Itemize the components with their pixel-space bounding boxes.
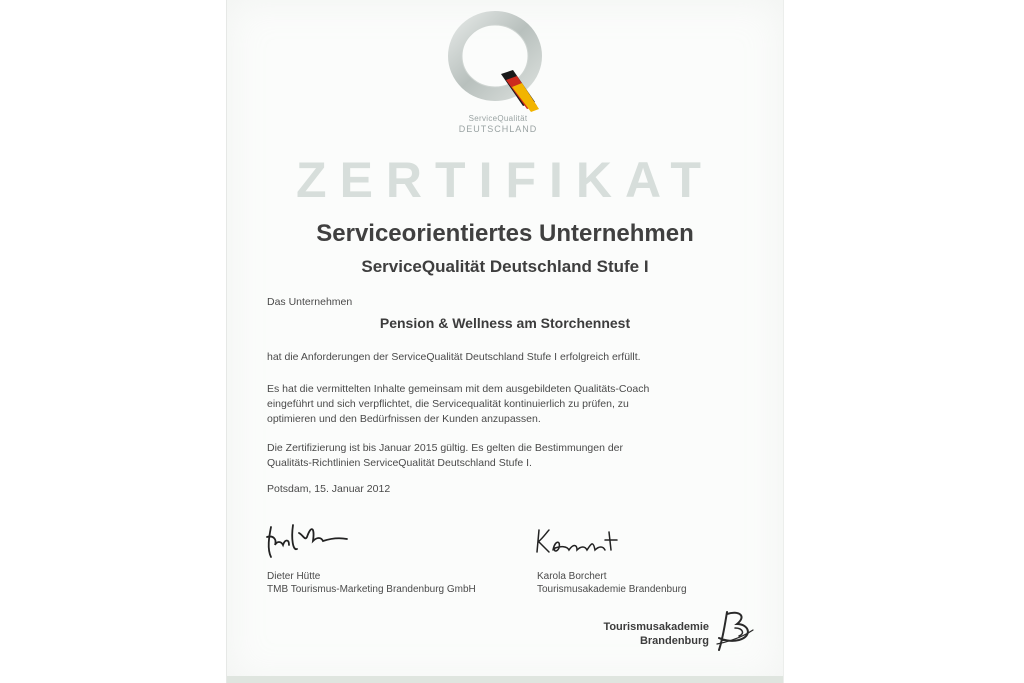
logo-subline-servicequalitaet: ServiceQualität — [468, 114, 528, 123]
paragraph-coach — [267, 382, 757, 427]
place-and-date: Potsdam, 15. Januar 2012 — [267, 483, 391, 495]
certificate-title: Serviceorientiertes Unternehmen — [316, 220, 694, 247]
signer-left — [267, 570, 476, 596]
signature-dieter-huette — [263, 515, 373, 565]
logo-line: Tourismusakademie — [603, 621, 709, 633]
tourismusakademie-logo-text — [603, 620, 709, 648]
signer-name: Karola Borchert — [537, 571, 607, 582]
paragraph-requirements: hat die Anforderungen der ServiceQualität Deutschland Stufe I erfolgreich erfüllt. — [267, 351, 641, 363]
intro-text: Das Unternehmen — [267, 296, 353, 308]
certificate-page — [226, 0, 784, 683]
paragraph-validity-line: Die Zertifizierung ist bis Januar 2015 gültig. Es gelten die Bestimmungen der — [267, 442, 624, 454]
signer-right — [537, 570, 687, 596]
logo-line: Brandenburg — [639, 635, 709, 647]
paragraph-coach-line: eingeführt und sich verpflichtet, die Servicequalität kontinuierlich zu prüfen, zu — [267, 398, 629, 410]
company-name: Pension & Wellness am Storchennest — [379, 315, 631, 331]
q-seal-icon — [443, 10, 553, 114]
signature-karola-borchert — [533, 522, 633, 562]
logo-subline-deutschland: DEUTSCHLAND — [458, 124, 538, 134]
certificate-heading: ZERTIFIKAT — [296, 152, 714, 208]
paper-bottom-edge — [227, 676, 783, 683]
paragraph-coach-line: optimieren und den Bedürfnissen der Kunden anzupassen. — [267, 413, 541, 425]
tourismusakademie-logo — [587, 608, 757, 658]
paragraph-coach-line: Es hat die vermittelten Inhalte gemeinsam mit dem ausgebildeten Qualitäts-Coach — [267, 383, 650, 395]
signer-organization: Tourismusakademie Brandenburg — [537, 584, 687, 595]
signer-organization: TMB Tourismus-Marketing Brandenburg GmbH — [267, 584, 476, 595]
signer-name: Dieter Hütte — [267, 571, 321, 582]
paragraph-validity-line: Qualitäts-Richtlinien ServiceQualität Deutschland Stufe I. — [267, 457, 532, 469]
tourismusakademie-b-mark-icon — [713, 608, 757, 654]
certificate-subtitle: ServiceQualität Deutschland Stufe I — [361, 257, 649, 276]
service-quality-logo — [443, 10, 553, 136]
paragraph-validity — [267, 441, 757, 471]
